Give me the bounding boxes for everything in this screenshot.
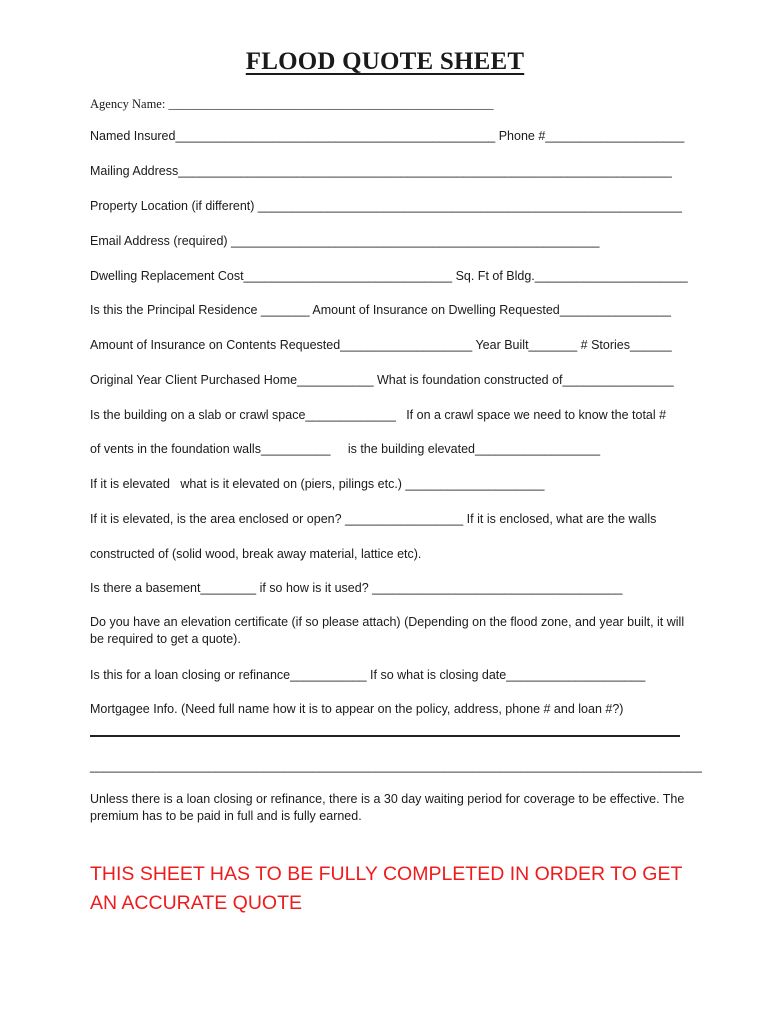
year-purchased-field[interactable]: Original Year Client Purchased Home___________ What is foundation constructed of________________ [90,373,674,387]
enclosed-open-field[interactable]: If it is elevated, is the area enclosed or open? _________________ If it is enclosed, what are the walls [90,512,657,526]
slab-crawl-field[interactable]: Is the building on a slab or crawl space_____________ If on a crawl space we need to know the total # [90,408,667,422]
mailing-address-field[interactable]: Mailing Address_______________________________________________________________________ [90,164,672,178]
dwelling-replacement-field[interactable]: Dwelling Replacement Cost______________________________ Sq. Ft of Bldg.______________________ [90,269,688,283]
agency-name-field[interactable]: Agency Name: ____________________________________________________ [90,97,494,111]
elevated-on-field[interactable]: If it is elevated what is it elevated on (piers, pilings etc.) ____________________ [90,477,545,491]
completion-warning: THIS SHEET HAS TO BE FULLY COMPLETED IN ORDER TO GET AN ACCURATE QUOTE [90,863,683,914]
named-insured-field[interactable]: Named Insured______________________________________________ Phone #____________________ [90,129,685,143]
page-title: FLOOD QUOTE SHEET [245,48,525,75]
loan-closing-field[interactable]: Is this for a loan closing or refinance___________ If so what is closing date____________________ [90,668,646,682]
basement-field[interactable]: Is there a basement________ if so how is it used? ____________________________________ [90,581,623,595]
vents-field[interactable]: of vents in the foundation walls__________ is the building elevated__________________ [90,442,601,456]
principal-residence-field[interactable]: Is this the Principal Residence _______ Amount of Insurance on Dwelling Requested________________ [90,303,671,317]
contents-amount-field[interactable]: Amount of Insurance on Contents Requested___________________ Year Built_______ # Stories______ [90,338,672,352]
waiting-period-notice: Unless there is a loan closing or refinance, there is a 30 day waiting period for coverage to be effective. The premium has to be paid in full and is fully earned. [90,792,685,823]
mortgagee-rule [90,735,680,737]
mortgagee-info-label: Mortgagee Info. (Need full name how it is to appear on the policy, address, phone # and loan #?) [90,702,624,716]
email-address-field[interactable]: Email Address (required) _____________________________________________________ [90,234,600,248]
mortgagee-blank-line[interactable]: ________________________________________________________________________________________ [90,759,702,773]
property-location-field[interactable]: Property Location (if different) _____________________________________________________________ [90,199,682,213]
constructed-of-text: constructed of (solid wood, break away material, lattice etc). [90,547,422,561]
elevation-certificate-question: Do you have an elevation certificate (if so please attach) (Depending on the flood zone, and year built, it will be required to get a quote). [90,615,685,646]
